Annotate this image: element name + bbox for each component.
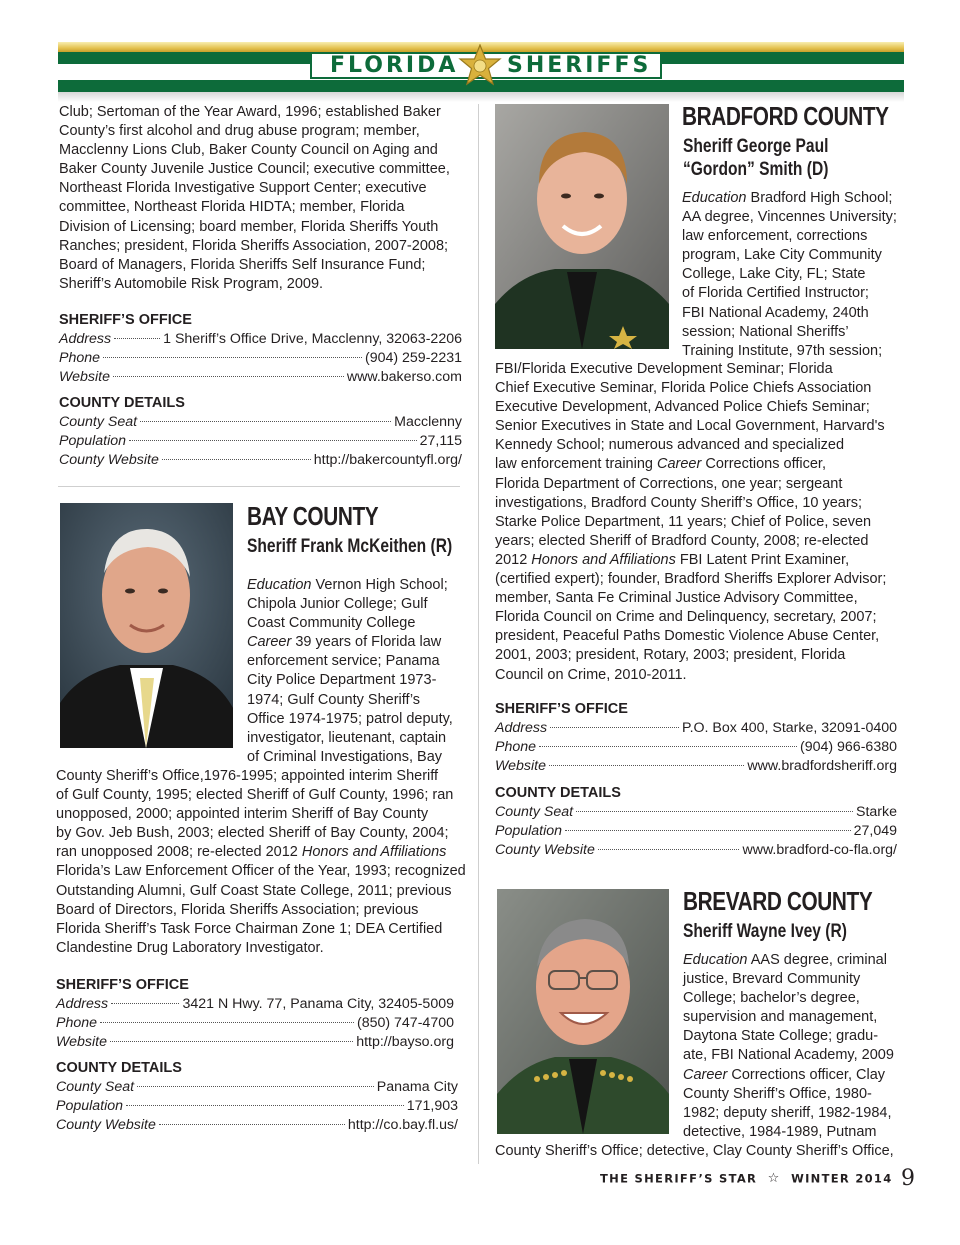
baker-population: 27,115 bbox=[419, 433, 462, 450]
bio-text: Daytona State College; gradu- bbox=[683, 1028, 879, 1045]
leader-dots bbox=[100, 1022, 354, 1023]
bay-county-title: BAY COUNTY bbox=[247, 501, 379, 531]
text-line bbox=[495, 608, 905, 627]
bay-address: 3421 N Hwy. 77, Panama City, 32405-5009 bbox=[182, 996, 454, 1012]
bio-text: 39 years of Florida law bbox=[291, 634, 442, 651]
phone-label: Phone bbox=[56, 1015, 98, 1032]
column-divider bbox=[478, 104, 479, 1164]
population-label: Population bbox=[56, 1098, 124, 1115]
text-line bbox=[682, 323, 907, 342]
text-line bbox=[56, 805, 466, 824]
brevard-bio-full bbox=[495, 1142, 907, 1161]
bradford-population: 27,049 bbox=[853, 823, 897, 840]
bio-section-label: Education bbox=[682, 190, 747, 206]
text-line bbox=[683, 1104, 908, 1123]
text-line bbox=[683, 951, 908, 970]
bio-text: Board of Directors, Florida Sheriffs Association; previous bbox=[56, 901, 419, 918]
leader-dots bbox=[110, 1041, 353, 1042]
bradford-sheriff-name-line1: Sheriff George Paul bbox=[683, 136, 829, 157]
bio-text: County Sheriff’s Office,1976-1995; appointed interim Sheriff bbox=[56, 768, 439, 784]
bio-text: law enforcement training bbox=[495, 456, 657, 473]
bio-text: Clandestine Drug Laboratory Investigator. bbox=[56, 939, 324, 956]
bradford-bio-full bbox=[495, 360, 905, 685]
text-line bbox=[682, 304, 907, 323]
text-line bbox=[682, 208, 907, 227]
text-line bbox=[495, 532, 905, 551]
bio-text: Office 1974-1975; patrol deputy, bbox=[247, 710, 453, 727]
text-line bbox=[495, 360, 905, 379]
website-label: Website bbox=[495, 758, 546, 775]
leader-dots bbox=[550, 727, 679, 728]
text-line bbox=[683, 1123, 908, 1142]
bio-text: investigator, lieutenant, captain bbox=[247, 729, 447, 746]
header-title-florida: FLORIDA bbox=[330, 53, 459, 78]
baker-address: 1 Sheriff’s Office Drive, Macclenny, 32063-2206 bbox=[163, 331, 462, 347]
leader-dots bbox=[159, 1124, 345, 1125]
bio-text: FBI/Florida Executive Development Seminar; Florida bbox=[495, 361, 833, 377]
baker-website[interactable]: www.bakerso.com bbox=[346, 369, 462, 386]
bio-text: Corrections officer, Clay bbox=[727, 1066, 886, 1083]
bio-text: 2001, 2003; president, Rotary, 2003; president, Florida bbox=[495, 647, 846, 664]
bio-section-label: Career bbox=[657, 456, 702, 473]
population-label: Population bbox=[59, 433, 127, 450]
leader-dots bbox=[162, 459, 311, 460]
text-line bbox=[682, 246, 907, 265]
text-line bbox=[247, 710, 467, 729]
bay-county-heading: COUNTY DETAILS bbox=[56, 1060, 182, 1076]
leader-dots bbox=[539, 746, 797, 747]
text-line bbox=[247, 652, 467, 671]
text-line bbox=[247, 614, 467, 633]
bio-text: Senior Executives in State and Local Government, Harvard's bbox=[495, 418, 885, 435]
page-number: 9 bbox=[901, 1166, 915, 1191]
bio-text: Kennedy School; numerous advanced and specialized bbox=[495, 437, 845, 454]
bio-text: detective, 1984-1989, Putnam bbox=[683, 1123, 877, 1140]
text-line bbox=[683, 1008, 908, 1027]
bio-text: by Gov. Jeb Bush, 2003; elected Sheriff of Bay County, 2004; bbox=[56, 825, 449, 842]
bio-text: session; National Sheriffs’ bbox=[682, 323, 849, 340]
leader-dots bbox=[126, 1105, 404, 1106]
text-line bbox=[495, 1142, 907, 1161]
page-header bbox=[58, 40, 904, 100]
bio-text: president, Peaceful Paths Domestic Violence Abuse Center, bbox=[495, 628, 880, 645]
bio-text: Florida Council on Crime and Delinquency, secretary, 2007; bbox=[495, 609, 877, 626]
text-line: Sheriff’s Automobile Risk Program, 2009. bbox=[59, 275, 324, 292]
address-label: Address bbox=[56, 996, 109, 1012]
text-line bbox=[683, 1085, 908, 1104]
population-label: Population bbox=[495, 823, 563, 840]
bio-text: justice, Brevard Community bbox=[683, 971, 861, 988]
text-line bbox=[495, 436, 905, 455]
text-line bbox=[495, 455, 905, 474]
text-line bbox=[56, 920, 466, 939]
phone-label: Phone bbox=[59, 350, 101, 367]
bio-text: (certified expert); founder, Bradford Sheriffs Explorer Advisor; bbox=[495, 571, 887, 588]
leader-dots bbox=[129, 440, 417, 441]
text-line bbox=[495, 551, 905, 570]
bio-text: AA degree, Vincennes University; bbox=[682, 209, 897, 226]
bio-text: enforcement service; Panama bbox=[247, 653, 440, 670]
bay-bio-full bbox=[56, 767, 466, 958]
text-line bbox=[495, 475, 905, 494]
text-line bbox=[682, 189, 907, 208]
bradford-office-heading: SHERIFF’S OFFICE bbox=[495, 701, 628, 717]
bradford-county-seat: Starke bbox=[855, 804, 897, 820]
bio-text: Corrections officer, bbox=[701, 456, 826, 473]
sheriff-star-icon bbox=[458, 44, 502, 88]
county-seat-label: County Seat bbox=[56, 1079, 135, 1095]
leader-dots bbox=[549, 765, 744, 766]
section-divider bbox=[58, 486, 460, 487]
bio-text: unopposed, 2000; appointed interim Sheriff of Bay County bbox=[56, 806, 429, 823]
text-line bbox=[495, 494, 905, 513]
bio-text: County Sheriff’s Office, 1980- bbox=[683, 1085, 872, 1102]
text-line bbox=[56, 824, 466, 843]
bay-website[interactable]: http://bayso.org bbox=[356, 1034, 454, 1051]
text-line bbox=[247, 633, 467, 652]
text-line: committee, Northeast Florida HIDTA; member, Florida bbox=[59, 199, 405, 216]
text-line bbox=[495, 398, 905, 417]
website-label: Website bbox=[59, 369, 110, 386]
bio-text: Chief Executive Seminar, Florida Police Chiefs Association bbox=[495, 380, 872, 397]
text-line bbox=[495, 646, 905, 665]
leader-dots bbox=[114, 338, 160, 339]
bio-text: Executive Development, Advanced Police Chiefs Seminar; bbox=[495, 399, 870, 416]
phone-label: Phone bbox=[495, 739, 537, 756]
bio-text: Starke Police Department, 11 years; Chief of Police, seven bbox=[495, 513, 872, 530]
text-line bbox=[495, 666, 905, 685]
text-line bbox=[682, 284, 907, 303]
bio-text: Florida Department of Corrections, one year; sergeant bbox=[495, 475, 843, 492]
bio-text: law enforcement, corrections bbox=[682, 228, 868, 245]
text-line bbox=[56, 786, 466, 805]
text-line bbox=[495, 627, 905, 646]
bay-county-website[interactable]: http://co.bay.fl.us/ bbox=[347, 1117, 458, 1134]
baker-county-seat: Macclenny bbox=[394, 414, 462, 430]
text-line: Ranches; president, Florida Sheriffs Association, 2007-2008; bbox=[59, 237, 449, 254]
text-line: County’s first alcohol and drug abuse program; member, bbox=[59, 123, 420, 140]
text-line bbox=[247, 729, 467, 748]
text-line bbox=[495, 513, 905, 532]
brevard-sheriff-photo bbox=[497, 889, 669, 1134]
baker-county-details bbox=[59, 413, 462, 471]
county-website-label: County Website bbox=[59, 452, 159, 469]
bio-text: member, Santa Fe Criminal Justice Advisory Committee, bbox=[495, 590, 858, 607]
bradford-sheriff-name-line2: “Gordon” Smith (D) bbox=[683, 159, 829, 180]
text-line: Club; Sertoman of the Year Award, 1996; established Baker bbox=[59, 104, 441, 120]
bradford-sheriff-photo bbox=[495, 104, 669, 349]
leader-dots bbox=[576, 811, 853, 812]
brevard-county-title: BREVARD COUNTY bbox=[683, 886, 873, 916]
county-seat-label: County Seat bbox=[495, 804, 574, 820]
bradford-bio-side bbox=[682, 189, 907, 361]
bay-population: 171,903 bbox=[406, 1098, 458, 1115]
text-line: Board of Managers, Florida Sheriffs Self Insurance Fund; bbox=[59, 256, 426, 273]
bay-county-seat: Panama City bbox=[376, 1079, 458, 1095]
leader-dots bbox=[565, 830, 851, 831]
text-line bbox=[56, 843, 466, 862]
text-line: Baker County Juvenile Justice Council; executive committee, bbox=[59, 161, 450, 178]
bio-text: 1974; Gulf County Sheriff’s bbox=[247, 691, 421, 708]
bio-text: City Police Department 1973- bbox=[247, 672, 437, 689]
text-line bbox=[495, 589, 905, 608]
bio-text: College, Lake City, FL; State bbox=[682, 266, 866, 283]
bio-text: Chipola Junior College; Gulf bbox=[247, 596, 428, 613]
bio-text: Vernon High School; bbox=[311, 577, 448, 593]
leader-dots bbox=[111, 1003, 179, 1004]
baker-office-details bbox=[59, 330, 462, 388]
text-line bbox=[247, 576, 467, 595]
leader-dots bbox=[140, 421, 391, 422]
brevard-sheriff-name: Sheriff Wayne Ivey (R) bbox=[683, 921, 847, 942]
bio-text: FBI Latent Print Examiner, bbox=[675, 551, 850, 568]
text-line bbox=[683, 1066, 908, 1085]
text-line bbox=[683, 1046, 908, 1065]
website-label: Website bbox=[56, 1034, 107, 1051]
text-line bbox=[247, 748, 467, 767]
bio-text: County Sheriff’s Office; detective, Clay County Sheriff’s Office, bbox=[495, 1143, 894, 1159]
leader-dots bbox=[598, 849, 740, 850]
leader-dots bbox=[103, 357, 362, 358]
text-line bbox=[683, 989, 908, 1008]
bio-text: ran unopposed 2008; re-elected 2012 bbox=[56, 844, 302, 861]
footer-issue: WINTER 2014 bbox=[791, 1171, 893, 1186]
brevard-bio-side bbox=[683, 951, 908, 1142]
text-line bbox=[56, 901, 466, 920]
bradford-office-details bbox=[495, 719, 897, 777]
baker-bio-continued bbox=[59, 103, 469, 294]
bay-office-details bbox=[56, 995, 454, 1053]
county-website-label: County Website bbox=[495, 842, 595, 859]
bio-section-label: Education bbox=[247, 577, 312, 593]
bio-text: FBI National Academy, 240th bbox=[682, 304, 869, 321]
bradford-website[interactable]: www.bradfordsheriff.org bbox=[747, 758, 897, 775]
bay-office-heading: SHERIFF’S OFFICE bbox=[56, 977, 189, 993]
bio-text: Coast Community College bbox=[247, 615, 416, 632]
text-line bbox=[247, 595, 467, 614]
text-line bbox=[495, 417, 905, 436]
bradford-address: P.O. Box 400, Starke, 32091-0400 bbox=[681, 720, 897, 736]
bradford-county-heading: COUNTY DETAILS bbox=[495, 785, 621, 801]
text-line bbox=[495, 379, 905, 398]
bio-text: Training Institute, 97th session; bbox=[682, 342, 883, 359]
baker-office-heading: SHERIFF’S OFFICE bbox=[59, 312, 192, 328]
bradford-county-details bbox=[495, 803, 897, 861]
bio-text: Florida’s Law Enforcement Officer of the Year, 1993; recognized bbox=[56, 863, 466, 880]
bio-text: Florida Sheriff’s Task Force Chairman Zone 1; DEA Certified bbox=[56, 920, 443, 937]
text-line: Division of Licensing; board member, Florida Sheriffs Youth bbox=[59, 218, 439, 235]
county-website-label: County Website bbox=[56, 1117, 156, 1134]
address-label: Address bbox=[59, 331, 112, 347]
bio-text: investigations, Bradford County Sheriff’s Office, 10 years; bbox=[495, 494, 862, 511]
bio-text: Bradford High School; bbox=[746, 190, 893, 206]
bio-section-label: Education bbox=[683, 952, 748, 968]
bradford-county-website[interactable]: www.bradford-co-fla.org/ bbox=[742, 842, 897, 859]
bio-text: of Criminal Investigations, Bay bbox=[247, 748, 443, 765]
bay-phone: (850) 747-4700 bbox=[356, 1015, 454, 1032]
bio-text: 2012 bbox=[495, 551, 532, 568]
bio-text: Council on Crime, 2010-2011. bbox=[495, 666, 687, 683]
address-label: Address bbox=[495, 720, 548, 736]
footer-magazine-title: THE SHERIFF’S STAR bbox=[600, 1171, 758, 1186]
county-seat-label: County Seat bbox=[59, 414, 138, 430]
text-line bbox=[683, 1027, 908, 1046]
bay-sheriff-name: Sheriff Frank McKeithen (R) bbox=[247, 536, 453, 557]
bio-text: 1982; deputy sheriff, 1982-1984, bbox=[683, 1104, 892, 1121]
text-line: Macclenny Lions Club, Baker County Council on Aging and bbox=[59, 142, 438, 159]
bio-text: years; elected Sheriff of Bradford County, 2008; re-elected bbox=[495, 532, 869, 549]
bio-section-label: Honors and Affiliations bbox=[301, 844, 447, 861]
bay-sheriff-photo bbox=[60, 503, 233, 748]
footer-star-icon: ☆ bbox=[767, 1171, 781, 1186]
text-line bbox=[247, 671, 467, 690]
header-title-sheriffs: SHERIFFS bbox=[507, 53, 652, 78]
text-line bbox=[683, 970, 908, 989]
text-line bbox=[495, 570, 905, 589]
text-line bbox=[56, 767, 466, 786]
page-footer bbox=[600, 1166, 915, 1190]
bio-text: of Florida Certified Instructor; bbox=[682, 285, 869, 302]
bio-text: supervision and management, bbox=[683, 1009, 878, 1026]
bio-section-label: Honors and Affiliations bbox=[531, 551, 676, 568]
text-line bbox=[56, 882, 466, 901]
leader-dots bbox=[137, 1086, 374, 1087]
baker-phone: (904) 259-2231 bbox=[364, 350, 462, 367]
bay-bio-side bbox=[247, 576, 467, 767]
text-line bbox=[56, 862, 466, 881]
bio-text: ate, FBI National Academy, 2009 bbox=[683, 1047, 894, 1064]
text-line: Northeast Florida Investigative Support Center; executive bbox=[59, 180, 427, 197]
bio-text: of Gulf County, 1995; elected Sheriff of Gulf County, 1996; ran bbox=[56, 787, 454, 804]
bradford-phone: (904) 966-6380 bbox=[799, 739, 897, 756]
bio-text: Outstanding Alumni, Gulf Coast State College, 2011; previous bbox=[56, 882, 452, 899]
bio-text: program, Lake City Community bbox=[682, 247, 882, 264]
text-line bbox=[682, 265, 907, 284]
text-line bbox=[247, 691, 467, 710]
text-line bbox=[682, 227, 907, 246]
bio-section-label: Career bbox=[683, 1066, 728, 1083]
baker-county-heading: COUNTY DETAILS bbox=[59, 395, 185, 411]
text-line bbox=[682, 342, 907, 361]
baker-county-website[interactable]: http://bakercountyfl.org/ bbox=[313, 452, 462, 469]
text-line bbox=[56, 939, 466, 958]
bio-text: AAS degree, criminal bbox=[747, 952, 887, 968]
bio-text: College; bachelor’s degree, bbox=[683, 990, 860, 1007]
bay-county-details bbox=[56, 1078, 458, 1136]
bradford-county-title: BRADFORD COUNTY bbox=[682, 101, 889, 131]
bio-section-label: Career bbox=[247, 634, 292, 651]
leader-dots bbox=[113, 376, 344, 377]
